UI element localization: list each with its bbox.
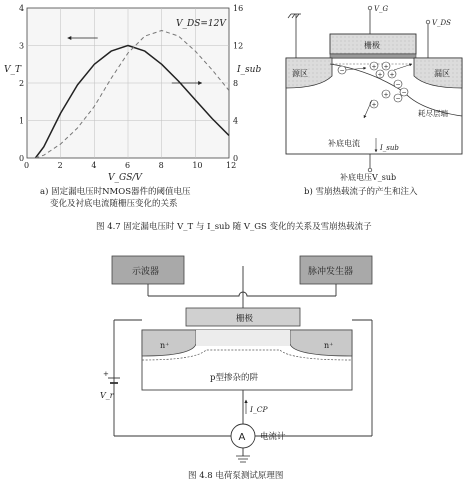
y-left-tick-label: 2 (19, 79, 25, 88)
x-tick-label: 6 (125, 161, 131, 170)
icp-label: I_CP (250, 405, 268, 414)
figure-4-8-caption: 图 4.8 电荷泵测试原理图 (188, 471, 284, 481)
hot-carrier-device-diagram (286, 5, 462, 197)
y-right-tick-label: 16 (233, 4, 244, 13)
gate-label: 栅极 (364, 41, 380, 50)
ground-symbol-bottom (236, 456, 250, 462)
drain-label: 漏区 (434, 69, 450, 78)
n-plus-right-label: n⁺ (324, 341, 334, 350)
svg-text:−: − (395, 95, 401, 103)
vg-label: V_G (374, 5, 389, 13)
x-axis-label: V_GS/V (108, 173, 142, 183)
svg-text:+: + (383, 63, 389, 71)
y-right-tick-label: 8 (233, 79, 239, 88)
svg-text:−: − (395, 81, 401, 89)
n-plus-left-label: n⁺ (160, 341, 170, 350)
x-tick-label: 10 (192, 161, 203, 170)
svg-text:−: − (339, 67, 345, 75)
charge-pump-diagram (100, 256, 372, 462)
y-right-label: I_sub (237, 65, 262, 75)
vds-label: V_DS (432, 19, 451, 27)
y-left-tick-label: 0 (19, 154, 25, 163)
x-tick-label: 12 (226, 161, 237, 170)
x-tick-label: 8 (158, 161, 164, 170)
svg-text:+: + (389, 71, 395, 79)
y-left-tick-label: 3 (19, 41, 25, 51)
caption-a-line1: a) 固定漏电压时NMOS器件的阈值电压 (40, 187, 191, 197)
p-well-label: p型掺杂的阱 (210, 373, 258, 383)
x-tick-label: 2 (57, 161, 63, 170)
ammeter-symbol: A (238, 432, 246, 443)
isub-label: I_sub (380, 144, 399, 152)
svg-text:+: + (371, 101, 377, 109)
substrate-voltage-label: 补底电压V_sub (340, 173, 397, 182)
y-right-tick-label: 0 (233, 154, 239, 163)
oscilloscope-label: 示波器 (132, 267, 160, 277)
depletion-label: 耗尽层端 (418, 109, 448, 118)
svg-text:+: + (103, 370, 109, 378)
threshold-substrate-chart (4, 4, 261, 209)
x-tick-label: 4 (91, 161, 97, 170)
pulse-generator-label: 脉冲发生器 (308, 267, 354, 277)
substrate-current-label: 补底电流 (328, 139, 360, 148)
vr-label: V_r (100, 391, 114, 400)
ground-symbol (288, 14, 301, 26)
ammeter-label: 电流计 (260, 432, 286, 442)
y-left-tick-label: 1 (19, 116, 25, 126)
x-tick-label: 0 (24, 161, 30, 170)
gate-oxide (330, 54, 416, 58)
gate-label-4-8: 栅极 (236, 314, 254, 324)
caption-a-line2: 变化及衬底电流随栅压变化的关系 (50, 199, 178, 209)
caption-b: b) 雪崩热载流子的产生和注入 (304, 187, 418, 197)
y-left-label: V_T (4, 65, 22, 75)
y-right-tick-label: 4 (233, 116, 239, 126)
svg-text:+: + (377, 71, 383, 79)
y-right-tick-label: 12 (233, 41, 244, 51)
svg-text:+: + (383, 91, 389, 99)
y-left-tick-label: 4 (19, 4, 25, 13)
svg-text:+: + (371, 63, 377, 71)
source-label: 源区 (292, 69, 308, 78)
vds-annotation: V_DS=12V (176, 19, 226, 29)
svg-text:−: − (401, 89, 407, 97)
figure-4-7-caption: 图 4.7 固定漏电压时 V_T 与 I_sub 随 V_GS 变化的关系及雪崩热载流子 (96, 222, 372, 232)
